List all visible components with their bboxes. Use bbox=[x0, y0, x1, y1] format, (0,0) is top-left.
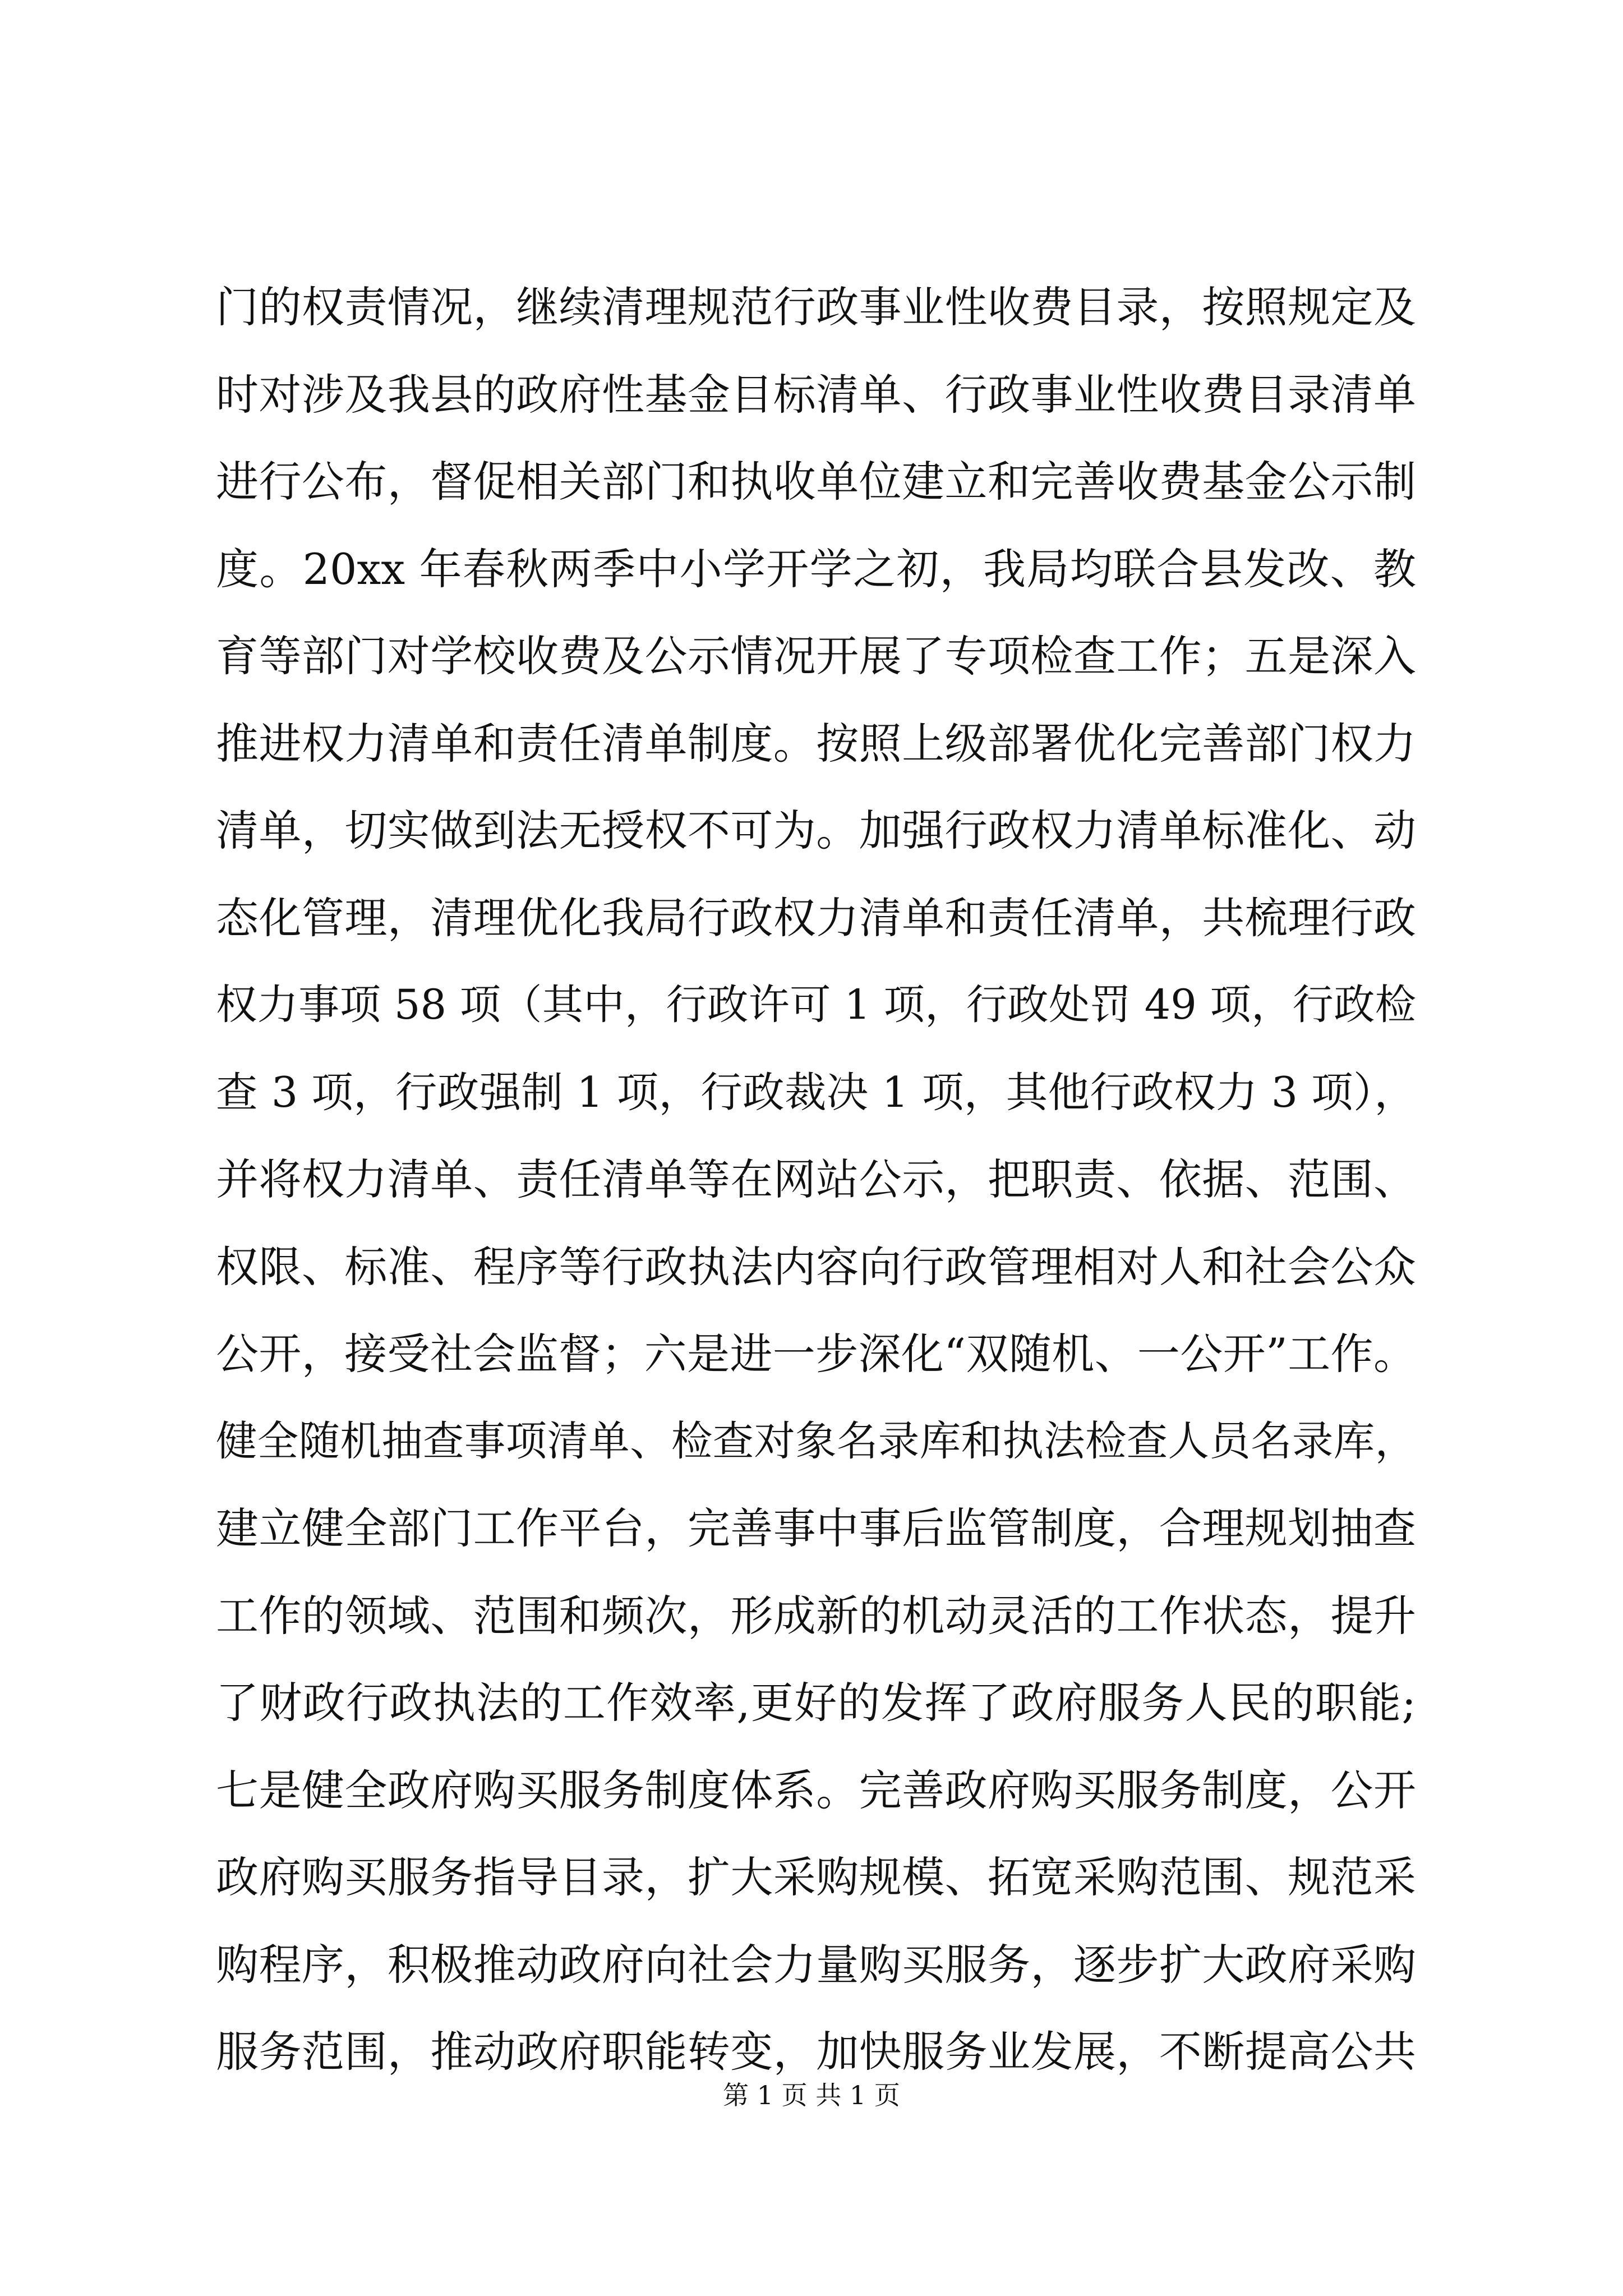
text-line-15: 建立健全部门工作平台，完善事中事后监管制度，合理规划抽查 bbox=[216, 1503, 1416, 1553]
page-footer bbox=[0, 2078, 1623, 2112]
text-line-12: 权限、标准、程序等行政执法内容向行政管理相对人和社会公众 bbox=[216, 1241, 1416, 1292]
text-line-7: 清单，切实做到法无授权不可为。加强行政权力清单标准化、动 bbox=[216, 806, 1416, 855]
text-line-9: 权力事项 58 项（其中，行政许可 1 项，行政处罚 49 项，行政检 bbox=[216, 981, 1416, 1029]
text-line-3: 进行公布，督促相关部门和执收单位建立和完善收费基金公示制 bbox=[216, 457, 1416, 507]
body-paragraph bbox=[216, 264, 1416, 2096]
text-line-18: 七是健全政府购买服务制度体系。完善政府购买服务制度，公开 bbox=[216, 1765, 1416, 1815]
text-line-20: 购程序，积极推动政府向社会力量购买服务，逐步扩大政府采购 bbox=[216, 1939, 1416, 1990]
text-line-10: 查 3 项，行政强制 1 项，行政裁决 1 项，其他行政权力 3 项）， bbox=[216, 1068, 1416, 1117]
text-line-2: 时对涉及我县的政府性基金目标清单、行政事业性收费目录清单 bbox=[216, 369, 1416, 420]
text-line-4: 度。20xx 年春秋两季中小学开学之初，我局均联合县发改、教 bbox=[216, 544, 1416, 594]
text-line-14: 健全随机抽查事项清单、检查对象名录库和执法检查人员名录库， bbox=[216, 1417, 1416, 1465]
text-line-16: 工作的领域、范围和频次，形成新的机动灵活的工作状态，提升 bbox=[216, 1590, 1416, 1641]
text-line-13: 公开，接受社会监督；六是进一步深化“双随机、一公开”工作。 bbox=[216, 1329, 1416, 1379]
text-line-5: 育等部门对学校收费及公示情况开展了专项检查工作；五是深入 bbox=[216, 631, 1416, 681]
text-line-6: 推进权力清单和责任清单制度。按照上级部署优化完善部门权力 bbox=[216, 718, 1416, 769]
page-number: 第 1 页 共 1 页 bbox=[723, 2080, 900, 2110]
text-line-11: 并将权力清单、责任清单等在网站公示，把职责、依据、范围、 bbox=[216, 1154, 1416, 1204]
text-line-17: 了财政行政执法的工作效率,更好的发挥了政府服务人民的职能; bbox=[216, 1678, 1416, 1728]
text-line-21: 服务范围，推动政府职能转变，加快服务业发展，不断提高公共 bbox=[216, 2027, 1416, 2077]
text-line-8: 态化管理，清理优化我局行政权力清单和责任清单，共梳理行政 bbox=[216, 892, 1416, 943]
text-line-1: 门的权责情况，继续清理规范行政事业性收费目录，按照规定及 bbox=[216, 282, 1416, 332]
text-line-19: 政府购买服务指导目录，扩大采购规模、拓宽采购范围、规范采 bbox=[216, 1852, 1416, 1902]
